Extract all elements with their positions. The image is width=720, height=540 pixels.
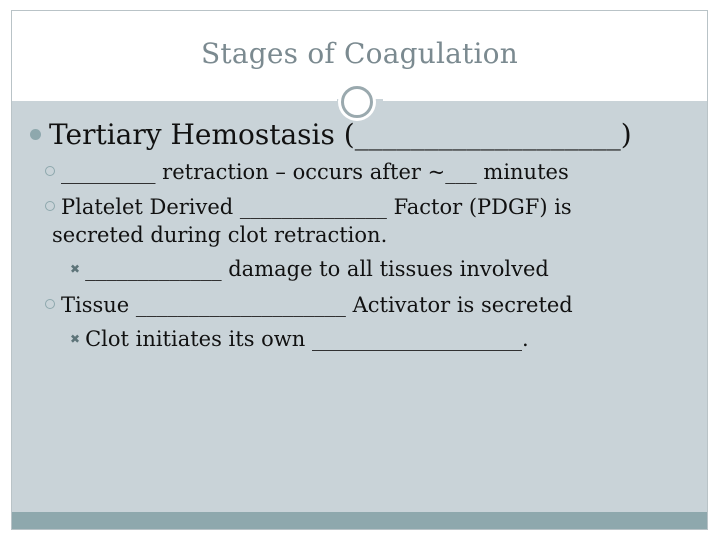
footer-bar: [12, 512, 707, 529]
slide-title: Stages of Coagulation: [201, 37, 518, 70]
ring-icon: [45, 201, 55, 211]
sub-bullet-text: Platelet Derived ______________ Factor (PDGF) is: [61, 195, 572, 219]
subsub-bullet-text: Clot initiates its own ____________________.: [85, 327, 529, 351]
heading-text: Tertiary Hemostasis (___________________): [49, 118, 632, 151]
circle-ornament-icon: [338, 83, 376, 121]
filled-circle-icon: [30, 129, 41, 140]
subsub-bullet-1: [70, 257, 549, 281]
subsub-bullet-2: [70, 327, 529, 351]
sub-bullet-text: _________ retraction – occurs after ~___ minutes: [61, 160, 569, 184]
x-mark-icon: ✖: [70, 262, 81, 276]
subsub-bullet-text: _____________ damage to all tissues involved: [85, 257, 549, 281]
sub-bullet-text: Tissue ____________________ Activator is secreted: [61, 293, 573, 317]
x-mark-icon: ✖: [70, 332, 81, 346]
sub-bullet-1: [45, 160, 569, 184]
divider-right: [383, 98, 707, 101]
ring-icon: [45, 166, 55, 176]
sub-bullet-2: [45, 195, 572, 219]
sub-bullet-3: [45, 293, 573, 317]
sub-bullet-2-continued: [52, 223, 387, 247]
divider-left: [12, 98, 337, 101]
ring-icon: [45, 299, 55, 309]
bullet-heading: [30, 118, 632, 151]
sub-bullet-text: secreted during clot retraction.: [52, 223, 388, 247]
